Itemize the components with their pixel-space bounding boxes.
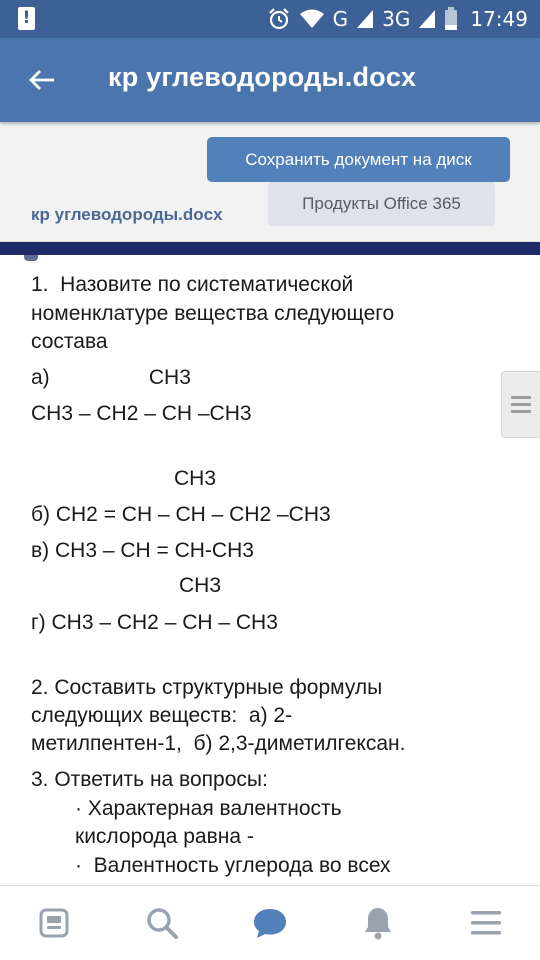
status-icons (267, 0, 528, 38)
document-line: б) CH2 = CH – CH – CH2 –CH3 (31, 503, 331, 526)
save-to-disk-button[interactable]: Сохранить документ на диск (207, 137, 510, 182)
handle-grip-line (511, 396, 531, 399)
scroll-handle[interactable] (501, 371, 540, 438)
arrow-left-icon (29, 69, 55, 91)
document-line: следующих веществ: а) 2- (31, 704, 293, 727)
document-line: CH3 (174, 467, 217, 490)
nav-menu-button[interactable] (456, 893, 516, 953)
document-line: а) CH3 (31, 366, 191, 389)
battery-icon (444, 7, 458, 31)
signal-icon (356, 9, 374, 29)
document-line: в) CH3 – CH = CH-CH3 (31, 539, 254, 562)
document-line: · Характерная валентность (75, 797, 342, 820)
document-line: состава (31, 330, 108, 353)
network-type-label: G (332, 7, 349, 31)
page-title: кр углеводороды.docx (108, 62, 417, 92)
document-line: CH3 – CH2 – CH –CH3 (31, 402, 252, 425)
notifications-icon (363, 906, 393, 940)
nav-news-button[interactable] (24, 893, 84, 953)
news-icon (38, 907, 70, 939)
wifi-icon (299, 9, 325, 29)
nav-search-button[interactable] (132, 893, 192, 953)
document-toolbar (0, 122, 540, 242)
clock: 17:49 (470, 7, 528, 31)
search-icon (145, 906, 179, 940)
document-line: CH3 (179, 574, 222, 597)
file-name-label: кр углеводороды.docx (31, 205, 223, 224)
messages-icon (252, 907, 288, 939)
bottom-navigation (0, 885, 540, 960)
document-viewer[interactable] (0, 255, 540, 885)
menu-icon (470, 910, 502, 936)
document-line: · Валентность углерода во всех (75, 854, 391, 877)
nav-notifications-button[interactable] (348, 893, 408, 953)
alert-notification-icon: ! (18, 7, 35, 30)
document-line: метилпентен-1, б) 2,3-диметилгексан. (31, 732, 406, 755)
back-button[interactable] (18, 58, 66, 102)
signal-icon-2 (418, 9, 436, 29)
network-type-label-2: 3G (382, 7, 411, 31)
document-line: кислорода равна - (75, 825, 254, 848)
handle-grip-line (511, 410, 531, 413)
document-divider (0, 242, 540, 255)
document-line: 2. Составить структурные формулы (31, 676, 383, 699)
status-bar (0, 0, 540, 38)
document-line: г) CH3 – CH2 – CH – CH3 (31, 611, 278, 634)
document-line: номенклатуре вещества следующего (31, 302, 395, 325)
app-bar (0, 38, 540, 122)
document-line: 3. Ответить на вопросы: (31, 768, 268, 791)
document-line: 1. Назовите по систематической (31, 273, 354, 296)
office-products-button[interactable]: Продукты Office 365 (268, 182, 495, 226)
alarm-icon (267, 7, 291, 31)
handle-grip-line (511, 403, 531, 406)
nav-messages-button[interactable] (240, 893, 300, 953)
